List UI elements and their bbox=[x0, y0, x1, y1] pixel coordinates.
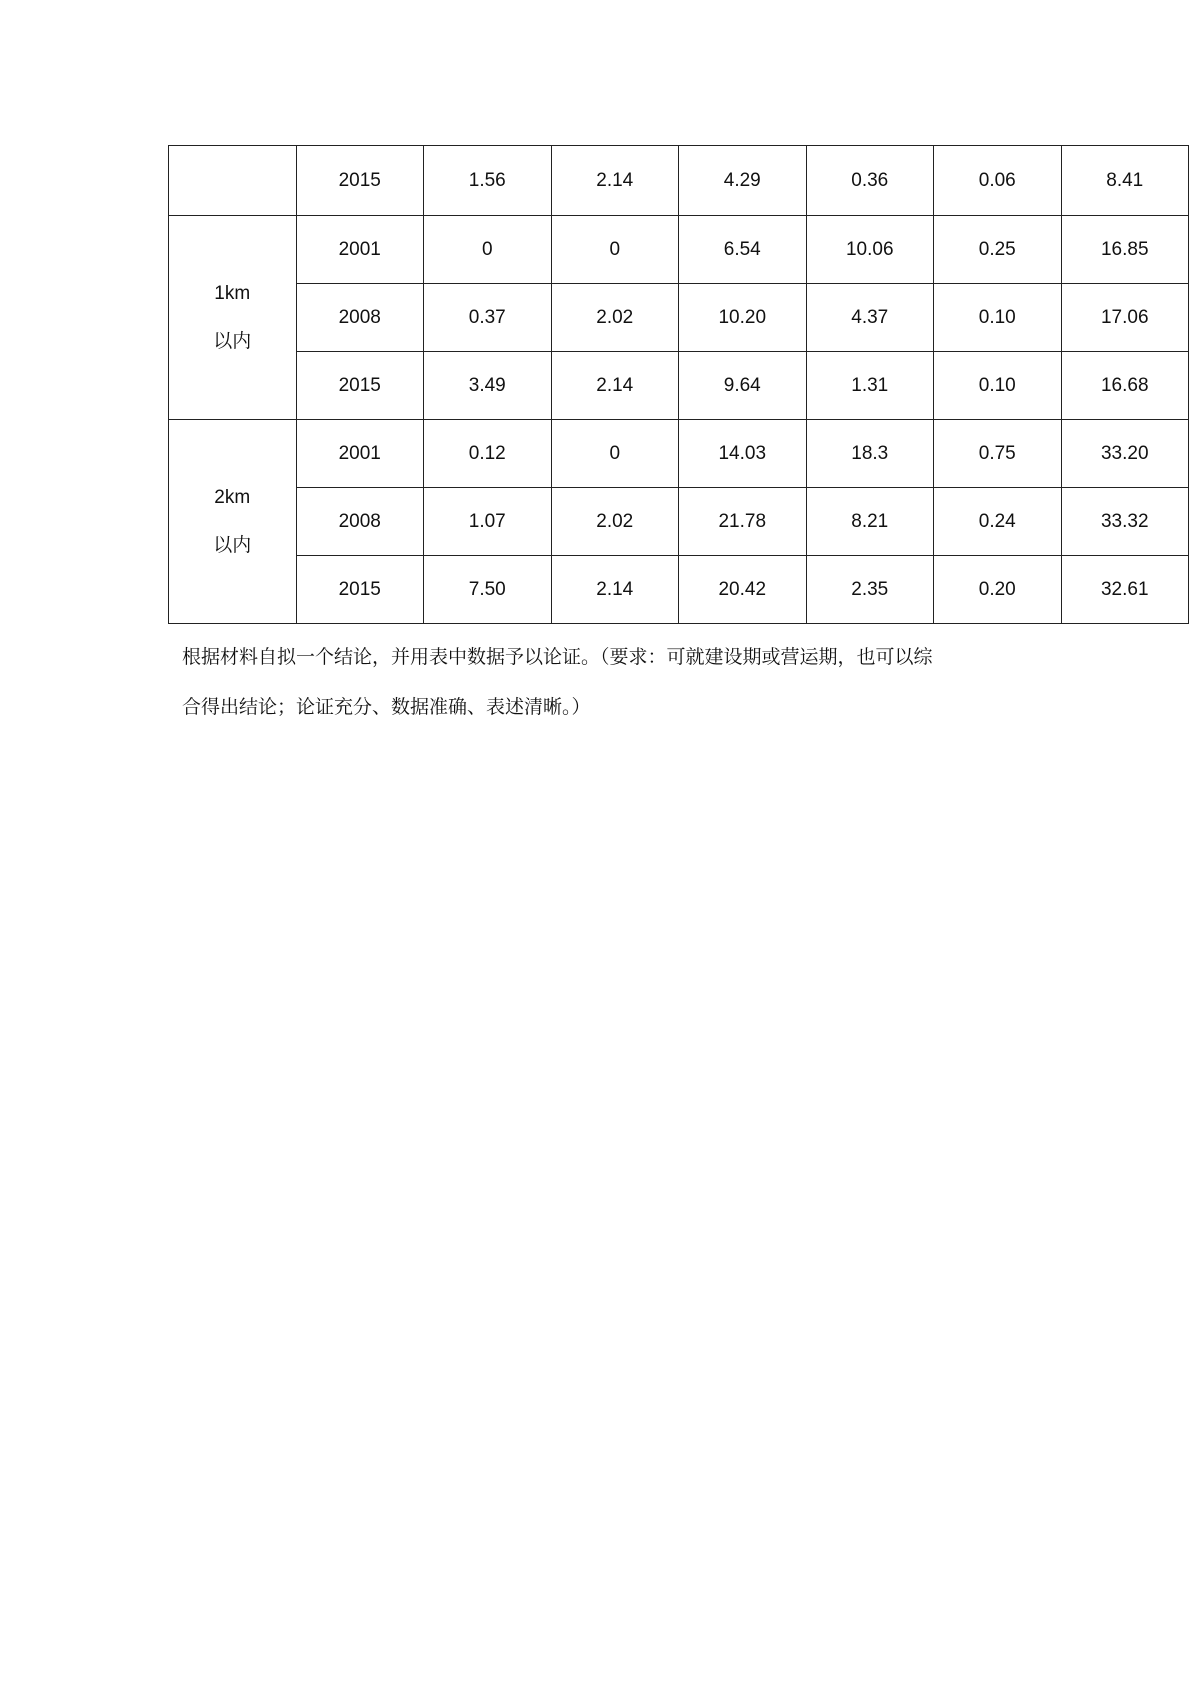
value-cell: 4.37 bbox=[806, 284, 934, 352]
value-cell: 0.24 bbox=[934, 488, 1062, 556]
table-row bbox=[169, 488, 1189, 556]
value-cell: 14.03 bbox=[679, 420, 807, 488]
total-cell: 32.61 bbox=[1061, 556, 1189, 624]
table-row bbox=[169, 216, 1189, 284]
group-label-line: 2km bbox=[214, 486, 251, 508]
value-cell: 2.14 bbox=[551, 146, 679, 216]
year-cell: 2001 bbox=[296, 216, 424, 284]
table-row bbox=[169, 420, 1189, 488]
table-row bbox=[169, 284, 1189, 352]
total-cell: 17.06 bbox=[1061, 284, 1189, 352]
value-cell: 7.50 bbox=[424, 556, 552, 624]
total-cell: 8.41 bbox=[1061, 146, 1189, 216]
value-cell: 0.75 bbox=[934, 420, 1062, 488]
land-use-table bbox=[168, 145, 1189, 624]
value-cell: 0.25 bbox=[934, 216, 1062, 284]
value-cell: 1.07 bbox=[424, 488, 552, 556]
group-label-line: 以内 bbox=[213, 330, 252, 352]
total-cell: 16.68 bbox=[1061, 352, 1189, 420]
value-cell: 0.37 bbox=[424, 284, 552, 352]
table-row bbox=[169, 146, 1189, 216]
value-cell: 4.29 bbox=[679, 146, 807, 216]
question-text bbox=[182, 632, 1062, 732]
value-cell: 0 bbox=[551, 420, 679, 488]
year-cell: 2015 bbox=[296, 556, 424, 624]
value-cell: 0.10 bbox=[934, 352, 1062, 420]
value-cell: 0.36 bbox=[806, 146, 934, 216]
question-line: 根据材料自拟一个结论，并用表中数据予以论证。（要求：可就建设期或营运期，也可以综 bbox=[182, 646, 933, 668]
table-row bbox=[169, 352, 1189, 420]
value-cell: 6.54 bbox=[679, 216, 807, 284]
year-cell: 2015 bbox=[296, 352, 424, 420]
group-label-line: 1km bbox=[214, 282, 251, 304]
value-cell: 0.12 bbox=[424, 420, 552, 488]
value-cell: 0.20 bbox=[934, 556, 1062, 624]
value-cell: 2.14 bbox=[551, 352, 679, 420]
value-cell: 9.64 bbox=[679, 352, 807, 420]
value-cell: 10.20 bbox=[679, 284, 807, 352]
value-cell: 0 bbox=[551, 216, 679, 284]
group-label-line: 以内 bbox=[213, 534, 252, 556]
total-cell: 16.85 bbox=[1061, 216, 1189, 284]
value-cell: 0.10 bbox=[934, 284, 1062, 352]
year-cell: 2001 bbox=[296, 420, 424, 488]
value-cell: 2.02 bbox=[551, 284, 679, 352]
year-cell: 2008 bbox=[296, 488, 424, 556]
total-cell: 33.20 bbox=[1061, 420, 1189, 488]
value-cell: 18.3 bbox=[806, 420, 934, 488]
group-cell-empty bbox=[169, 146, 297, 216]
value-cell: 2.14 bbox=[551, 556, 679, 624]
value-cell: 1.31 bbox=[806, 352, 934, 420]
value-cell: 2.35 bbox=[806, 556, 934, 624]
total-cell: 33.32 bbox=[1061, 488, 1189, 556]
value-cell: 20.42 bbox=[679, 556, 807, 624]
value-cell: 2.02 bbox=[551, 488, 679, 556]
value-cell: 10.06 bbox=[806, 216, 934, 284]
value-cell: 0 bbox=[424, 216, 552, 284]
group-label-1km bbox=[169, 216, 297, 420]
value-cell: 1.56 bbox=[424, 146, 552, 216]
group-label-2km bbox=[169, 420, 297, 624]
value-cell: 8.21 bbox=[806, 488, 934, 556]
table-row bbox=[169, 556, 1189, 624]
value-cell: 0.06 bbox=[934, 146, 1062, 216]
year-cell: 2008 bbox=[296, 284, 424, 352]
year-cell: 2015 bbox=[296, 146, 424, 216]
question-line: 合得出结论；论证充分、数据准确、表述清晰。） bbox=[182, 696, 591, 718]
value-cell: 21.78 bbox=[679, 488, 807, 556]
value-cell: 3.49 bbox=[424, 352, 552, 420]
